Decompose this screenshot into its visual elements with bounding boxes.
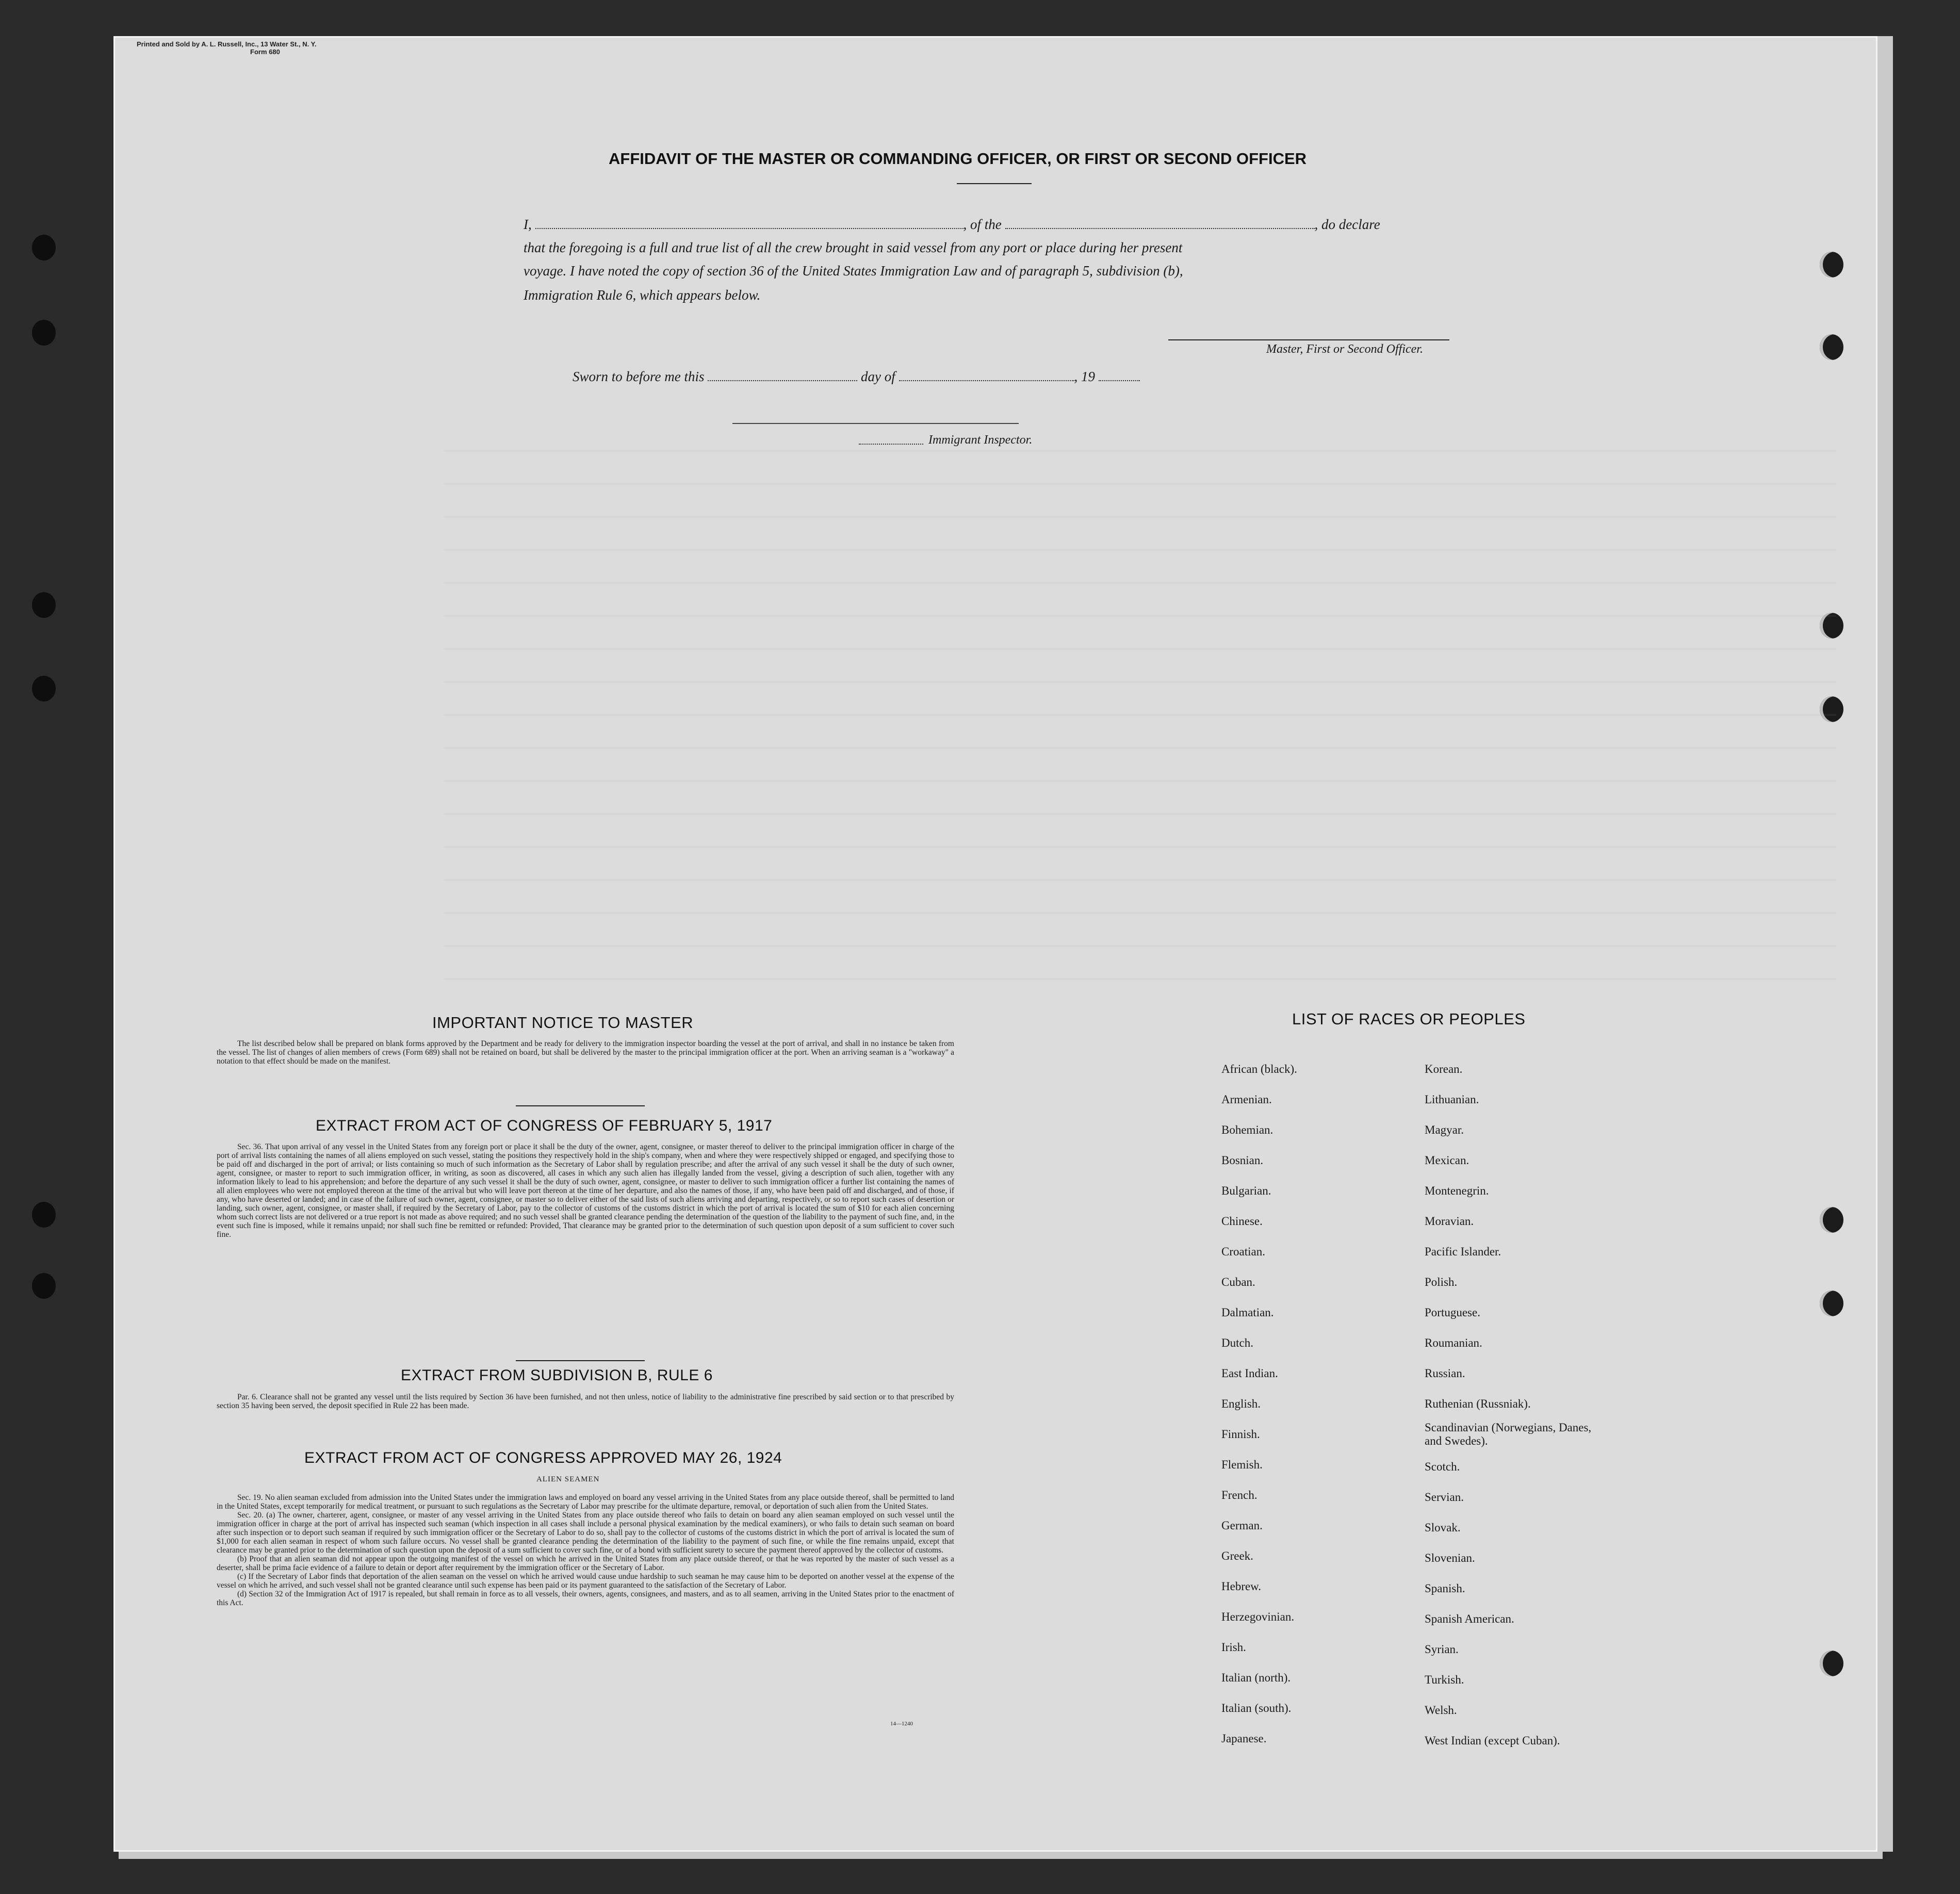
- notice-rule: [516, 1105, 645, 1106]
- race-item: Japanese.: [1221, 1732, 1267, 1745]
- races-title: LIST OF RACES OR PEOPLES: [1292, 1010, 1526, 1028]
- race-item: Cuban.: [1221, 1276, 1255, 1288]
- race-item: Mexican.: [1425, 1154, 1469, 1167]
- race-item: Dutch.: [1221, 1336, 1253, 1349]
- race-item: Spanish American.: [1425, 1612, 1514, 1625]
- sworn-month-blank[interactable]: [899, 380, 1074, 381]
- race-item: Irish.: [1221, 1641, 1246, 1654]
- inspector-signature-line[interactable]: [732, 423, 1019, 424]
- race-item: Slovenian.: [1425, 1552, 1475, 1564]
- race-item: Lithuanian.: [1425, 1093, 1479, 1106]
- page-right-edge: [1877, 36, 1893, 1852]
- race-item: East Indian.: [1221, 1367, 1278, 1380]
- race-item: Hebrew.: [1221, 1580, 1262, 1593]
- sec-20a-paragraph: Sec. 20. (a) The owner, charterer, agent, consignee, or master of any vessel arriving in the United States from any place outside thereof who fails to detain on board any alien seaman employed on such vessel until the immigration officer in charge at the port of arrival has inspected such seaman (which inspection in all cases shall include a personal physical examination by the medical examiners), or who fails to detain such seaman on board after such inspection or to deport such seaman if required by such immigration officer or the Secretary of Labor to do so, shall pay to the collector of customs of the customs district in which the port of arrival is located the sum of $1,000 for each alien seaman in respect of whom such failure occurs. No vessel shall be granted clearance pending the determination of the liability to the payment of such fine, or while the fine remains unpaid, except that clearance may be granted prior to the determination of such question upon the deposit of a sum sufficient to cover such fine, or of a bond with sufficient surety to secure the payment thereof approved by the collector of customs.: [217, 1511, 954, 1555]
- affidavit-title: AFFIDAVIT OF THE MASTER OR COMMANDING OFFICER, OR FIRST OR SECOND OFFICER: [609, 150, 1307, 168]
- race-item: Montenegrin.: [1425, 1184, 1489, 1197]
- race-item: Welsh.: [1425, 1704, 1457, 1717]
- race-item: Portuguese.: [1425, 1306, 1480, 1319]
- printer-imprint: [137, 40, 316, 56]
- sec-19-paragraph: Sec. 19. No alien seaman excluded from admission into the United States under the immigration laws and employed on board any vessel arriving in the United States from any place outside thereof, shall be permitted to land in the United States, except temporarily for medical treatment, or pursuant to such regulations as the Secretary of Labor may prescribe for the ultimate departure, removal, or deportation of such alien from the United States.: [217, 1493, 954, 1511]
- race-item: Ruthenian (Russniak).: [1425, 1397, 1531, 1410]
- notice-title: IMPORTANT NOTICE TO MASTER: [432, 1014, 694, 1032]
- sworn-year-blank[interactable]: [1099, 380, 1140, 381]
- sworn-label: Sworn to before me this: [573, 369, 705, 384]
- notice-body: The list described below shall be prepared on blank forms approved by the Department and be ready for delivery to the immigration inspector boarding the vessel at the port of arrival, and shall in no instance be taken from the vessel. The list of changes of alien members of crews (Form 689) shall not be retained on board, but shall be delivered by the master to the principal immigration officer at the port. When an arriving seaman is a "workaway" a notation to that effect should be made on the manifest.: [217, 1039, 954, 1066]
- punch-hole: [32, 1273, 56, 1299]
- race-item: Scotch.: [1425, 1460, 1460, 1473]
- race-item: Croatian.: [1221, 1245, 1265, 1258]
- extract-1917-title: EXTRACT FROM ACT OF CONGRESS OF FEBRUARY 5, 1917: [316, 1117, 773, 1134]
- races-column-2: [1425, 1054, 1610, 1756]
- extract-1917-body: Sec. 36. That upon arrival of any vessel in the United States from any foreign port or place it shall be the duty of the owner, agent, consignee, or master thereof to deliver to the principal immigration officer in charge of the port of arrival lists containing the names of all aliens employed on such vessel, stating the positions they respectively hold in the ship's company, when and where they were respectively shipped or engaged, and specifying those to be paid off and discharged in the port of arrival; or lists containing so much of such information as the Secretary of Labor shall by regulation prescribe; and after the arrival of any such vessel it shall be the duty of such owner, agent, consignee, or master to report to such immigration officer, in writing, as soon as discovered, all cases in which any such alien has illegally landed from the vessel, giving a description of such alien, together with any information likely to lead to his apprehension; and before the departure of any such vessel it shall be the duty of such owner, agent, consignee, or master to deliver to such immigration officer a further list containing the names of all alien employees who were not employed thereon at the time of the arrival but who will leave port thereon at the time of her departure, and also the names of those, if any, who have been paid off and discharged, and of those, if any, who have deserted or landed; and in case of the failure of such owner, agent, consignee, or master so to deliver either of the said lists of such aliens arriving and departing, respectively, or so to report such cases of desertion or landing, such owner, agent, consignee, or master shall, if required by the Secretary of Labor, pay to the collector of customs of the customs district in which the port of arrival is located the sum of $10 for each alien concerning whom such correct lists are not delivered or a true report is not made as above required; and no such vessel shall be granted clearance pending the determination of the question of the liability to the payment of such fine, and, in the event such fine is imposed, while it remains unpaid; nor shall such fine be remitted or refunded: Provided, That clearance may be granted prior to the determination of such question upon deposit of a sum sufficient to cover such fine.: [217, 1142, 954, 1239]
- master-signature-label: Master, First or Second Officer.: [1266, 342, 1423, 356]
- day-of-label: day of: [861, 369, 895, 384]
- race-item: Servian.: [1425, 1491, 1464, 1504]
- race-item: African (black).: [1221, 1063, 1297, 1075]
- race-item: Herzegovinian.: [1221, 1610, 1295, 1623]
- punch-hole: [1820, 1207, 1843, 1233]
- officer-name-blank[interactable]: [535, 228, 963, 229]
- extract-1924-title: EXTRACT FROM ACT OF CONGRESS APPROVED MAY 26, 1924: [304, 1449, 782, 1466]
- punch-hole: [1820, 334, 1843, 360]
- race-item: Scandinavian (Norwegians, Danes, and Swedes).: [1425, 1421, 1592, 1447]
- punch-hole: [32, 1202, 56, 1228]
- race-item: Syrian.: [1425, 1643, 1459, 1656]
- master-signature-line[interactable]: [1168, 339, 1449, 340]
- race-item: Chinese.: [1221, 1215, 1263, 1228]
- race-item: Greek.: [1221, 1549, 1253, 1562]
- punch-hole: [1820, 1651, 1843, 1676]
- race-item: Armenian.: [1221, 1093, 1272, 1106]
- sworn-line: [573, 369, 1140, 385]
- affidavit-line-4: Immigration Rule 6, which appears below.: [524, 287, 761, 303]
- race-item: Korean.: [1425, 1063, 1463, 1075]
- sec-20d-paragraph: (d) Section 32 of the Immigration Act of 1917 is repealed, but shall remain in force as to all vessels, their owners, agents, consignees, and masters, and as to all seamen, arriving in the United States prior to the enactment of this Act.: [217, 1590, 954, 1607]
- punch-hole: [32, 592, 56, 618]
- inspector-label: Immigrant Inspector.: [928, 433, 1033, 447]
- race-item: English.: [1221, 1397, 1261, 1410]
- year-label: , 19: [1074, 369, 1095, 384]
- race-item: Flemish.: [1221, 1458, 1263, 1471]
- vessel-name-blank[interactable]: [1005, 228, 1315, 229]
- rule6-title: EXTRACT FROM SUBDIVISION B, RULE 6: [401, 1367, 713, 1384]
- printer-line: Printed and Sold by A. L. Russell, Inc., 13 Water St., N. Y.: [137, 40, 317, 48]
- title-rule: [957, 183, 1032, 184]
- extract-1917-rule: [516, 1360, 645, 1361]
- page-bottom-edge: [119, 1852, 1883, 1859]
- extract-1924-body: [217, 1493, 954, 1607]
- affidavit-i-label: I,: [524, 217, 532, 232]
- punch-hole: [32, 676, 56, 701]
- race-item: Dalmatian.: [1221, 1306, 1274, 1319]
- affidavit-line-3: voyage. I have noted the copy of section 36 of the United States Immigration Law and of paragraph 5, subdivision (b),: [524, 263, 1183, 279]
- punch-hole: [1820, 1291, 1843, 1316]
- form-number: Form 680: [250, 48, 280, 56]
- race-item: Slovak.: [1425, 1521, 1461, 1534]
- races-column-1: [1221, 1054, 1297, 1754]
- race-item: German.: [1221, 1519, 1263, 1532]
- sworn-day-blank[interactable]: [708, 380, 857, 381]
- race-item: Polish.: [1425, 1276, 1458, 1288]
- race-item: Magyar.: [1425, 1123, 1464, 1136]
- punch-hole: [32, 235, 56, 260]
- punch-hole: [1820, 252, 1843, 277]
- of-the-label: , of the: [963, 217, 1002, 232]
- sec-20c-paragraph: (c) If the Secretary of Labor finds that deportation of the alien seaman on the vessel on which he arrived would cause undue hardship to such seaman he may cause him to be deported on another vessel at the expense of the vessel on which he arrived, and such vessel shall not be granted clearance until such expense has been paid or its payment guaranteed to the satisfaction of the Secretary of Labor.: [217, 1572, 954, 1590]
- race-item: West Indian (except Cuban).: [1425, 1734, 1560, 1747]
- race-item: Finnish.: [1221, 1428, 1260, 1441]
- race-item: French.: [1221, 1489, 1257, 1501]
- affidavit-line-1: [524, 217, 1380, 233]
- punch-hole: [32, 320, 56, 346]
- sec-20b-paragraph: (b) Proof that an alien seaman did not appear upon the outgoing manifest of the vessel on which he arrived in the United States from any place outside thereof, or that he was reported by the master of such vessel as a deserter, shall be prima facie evidence of a failure to detain or deport after requirement by the immigration officer or the Secretary of Labor.: [217, 1555, 954, 1572]
- rule6-body: Par. 6. Clearance shall not be granted any vessel until the lists required by Section 36 have been furnished, and not then unless, notice of liability to the administrative fine prescribed by said section or to that prescribed by section 35 having been served, the deposit specified in Rule 22 has been made.: [217, 1393, 954, 1410]
- race-item: Bulgarian.: [1221, 1184, 1271, 1197]
- bleed-through-marks: [444, 444, 1836, 1011]
- race-item: Pacific Islander.: [1425, 1245, 1501, 1258]
- race-item: Turkish.: [1425, 1673, 1464, 1686]
- race-item: Italian (south).: [1221, 1702, 1292, 1715]
- race-item: Bosnian.: [1221, 1154, 1264, 1167]
- race-item: Italian (north).: [1221, 1671, 1291, 1684]
- inspector-dotted-lead: [859, 444, 923, 445]
- alien-seamen-subtitle: ALIEN SEAMEN: [536, 1475, 600, 1483]
- race-item: Russian.: [1425, 1367, 1465, 1380]
- affidavit-line-2: that the foregoing is a full and true list of all the crew brought in said vessel from any port or place during her present: [524, 240, 1183, 255]
- race-item: Roumanian.: [1425, 1336, 1482, 1349]
- race-item: Moravian.: [1425, 1215, 1474, 1228]
- race-item: Bohemian.: [1221, 1123, 1273, 1136]
- do-declare-label: , do declare: [1314, 217, 1380, 232]
- race-item: Spanish.: [1425, 1582, 1465, 1595]
- form-code: 14—1240: [890, 1721, 913, 1727]
